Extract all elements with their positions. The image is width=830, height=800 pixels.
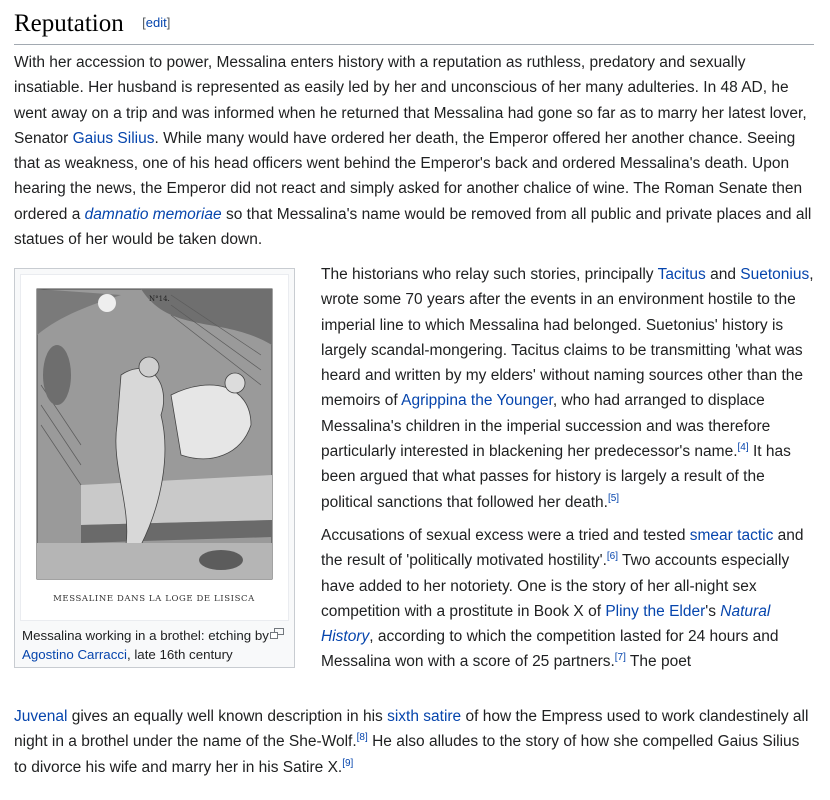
link-pliny-the-elder[interactable]: Pliny the Elder (605, 602, 706, 620)
lamp-light (98, 294, 116, 312)
link-juvenal[interactable]: Juvenal (14, 708, 68, 725)
link-text: damnatio memoriae (84, 205, 222, 223)
text: With her accession to power, Messalina enters history with a reputation as ruthless, predatory and sexually insatiable. Her husband is represented as easily led by her and unconscious of her many adulteries. In 48 AD, he went away on a trip and was informed when he returned that Messalina had gone so far as to marry her latest lover, Senator (14, 54, 807, 147)
paragraph-2 (321, 262, 816, 515)
etching-illustration (21, 275, 288, 620)
text: , according to which the competition lasted for 24 hours and Messalina won with a score of 25 partners. (321, 628, 779, 671)
text: . While many would have ordered her death, the Emperor offered her another chance. Seeing that as weakness, one of his head officers went behind the Emperor's back and ordered Messalina's death. Upon hearing the news, the Emperor did not react and simply asked for another chalice of wine. The Roman Senate then ordered a (14, 129, 803, 223)
text: gives an equally well known description in his (67, 708, 388, 725)
figure-thumbnail (14, 268, 295, 668)
ref-7[interactable]: [7] (614, 652, 626, 664)
edit-section: [edit] (142, 15, 171, 30)
plate-title: MESSALINE DANS LA LOGE DE LISISCA (53, 594, 255, 604)
ref-5[interactable]: [5] (607, 492, 620, 504)
text: 's (705, 602, 721, 620)
paragraph-3 (321, 523, 816, 675)
magnify-icon[interactable] (270, 628, 284, 639)
text: so that Messalina's name would be removed from all public and private places and all statues of her would be taken down. (14, 205, 812, 249)
link-damnatio-memoriae[interactable] (85, 206, 222, 223)
paragraph-4 (14, 704, 814, 780)
plate-number: N°14. (149, 295, 170, 303)
link-gaius-silius[interactable]: Gaius Silius (72, 129, 155, 147)
paragraph-1 (14, 50, 814, 252)
link-tacitus[interactable]: Tacitus (657, 266, 706, 283)
text: , wrote some 70 years after the events in an environment hostile to the imperial line to which Messalina had belonged. Suetonius' history is largely scandal-mongering. Tacitus claims to be transmitting 'what was heard and written by my elders' without naming sources other than the memoirs of (321, 266, 814, 410)
text: of how the Empress used to work clandestinely all night in a brothel under the name of the She-Wolf. (14, 708, 809, 751)
link-text: Natural History (321, 602, 771, 646)
head-man (139, 357, 159, 377)
text-column (321, 262, 816, 675)
link-agrippina[interactable]: Agrippina the Younger (401, 392, 553, 410)
edit-link[interactable]: edit (145, 15, 167, 30)
section-heading (14, 8, 814, 45)
head-woman (225, 373, 245, 393)
ref-6[interactable]: [6] (606, 551, 619, 563)
ref-4[interactable]: [4] (737, 442, 749, 454)
text: and (705, 266, 741, 283)
link-suetonius[interactable]: Suetonius (740, 266, 810, 283)
text: Accusations of sexual excess were a tried and tested (321, 526, 690, 544)
link-sixth-satire[interactable]: sixth satire (387, 708, 462, 725)
figure-caption (22, 626, 284, 664)
text: Two accounts especially have added to her notoriety. One is the story of her all-night sex competition with a prostitute in Book X of (321, 552, 790, 620)
figure-left (43, 345, 71, 405)
caption-text: , late 16th century (126, 647, 233, 662)
text: and the result of 'politically motivated hostility'. (321, 526, 804, 570)
text: It has been argued that what passes for history is largely a result of the political sanctions that followed her death. (321, 443, 791, 511)
ref-8[interactable]: [8] (356, 732, 368, 744)
etching-image[interactable] (20, 274, 289, 621)
link-smear-tactic[interactable]: smear tactic (689, 526, 774, 544)
link-agostino-carracci[interactable]: Agostino Carracci (22, 647, 127, 662)
caption-text: Messalina working in a brothel: etching by (22, 628, 269, 643)
section-title: Reputation (14, 10, 124, 37)
ref-9[interactable]: [9] (342, 757, 354, 769)
text: The poet (625, 653, 692, 671)
text: He also alludes to the story of how she compelled Gaius Silius to divorce his wife and marry her in his Satire X. (14, 733, 800, 776)
text: The historians who relay such stories, principally (321, 266, 658, 283)
text: , who had arranged to displace Messalina's children in the imperial succession and was therefore particularly interested in blackening her predecessor's name. (321, 392, 771, 461)
basin (199, 550, 243, 570)
